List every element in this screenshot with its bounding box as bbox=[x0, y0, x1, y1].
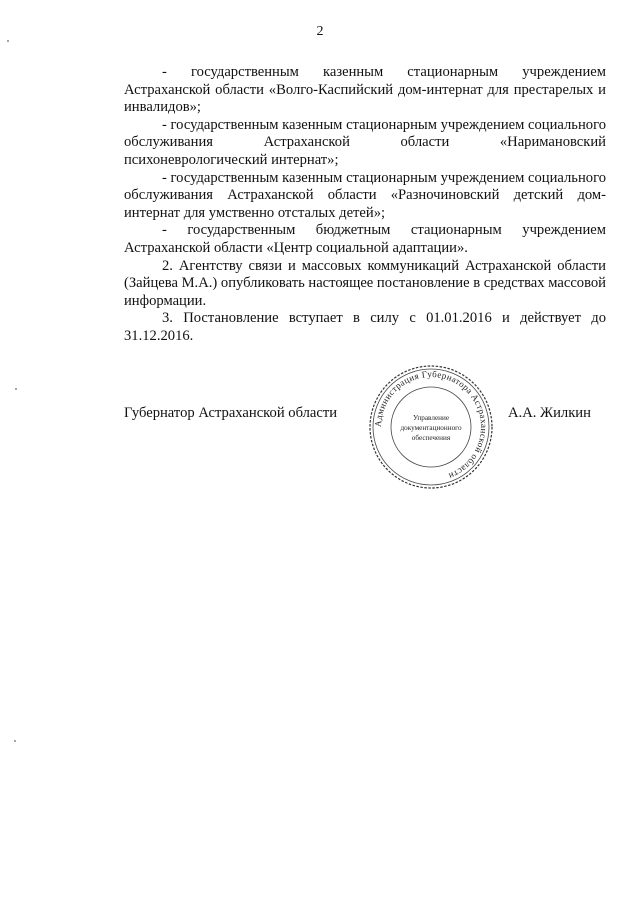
official-seal bbox=[368, 364, 494, 490]
scan-speck bbox=[7, 40, 9, 42]
paragraph-6: 3. Постановление вступает в силу с 01.01.2016 и действует до 31.12.2016. bbox=[124, 310, 606, 344]
seal-line-2: документационного bbox=[400, 424, 462, 432]
scan-speck bbox=[14, 740, 16, 742]
seal-line-3: обеспечения bbox=[411, 434, 451, 442]
paragraph-2: - государственным казенным стационарным учреждением социального обслуживания Астраханской области «Наримановский психоневрологический интернат»; bbox=[124, 116, 606, 168]
paragraph-5: 2. Агентству связи и массовых коммуникаций Астраханской области (Зайцева М.А.) опубликовать настоящее постановление в средствах массовой информации. bbox=[124, 257, 606, 309]
seal-outer-text: Администрация Губернатора Астраханской области bbox=[372, 368, 490, 482]
seal-line-1: Управление bbox=[412, 414, 450, 422]
paragraph-1: - государственным казенным стационарным учреждением Астраханской области «Волго-Каспийский дом-интернат для престарелых и инвалидов»; bbox=[124, 64, 606, 116]
scan-speck bbox=[15, 388, 17, 390]
page-number: 2 bbox=[316, 24, 324, 39]
paragraph-4: - государственным бюджетным стационарным учреждением Астраханской области «Центр социальной адаптации». bbox=[124, 222, 606, 256]
signatory-name: А.А. Жилкин bbox=[508, 405, 591, 421]
paragraph-3: - государственным казенным стационарным учреждением социального обслуживания Астраханской области «Разночиновский детский дом-интернат для умственно отсталых детей»; bbox=[124, 169, 606, 221]
signatory-title: Губернатор Астраханской области bbox=[124, 405, 338, 421]
document-body bbox=[124, 64, 606, 346]
